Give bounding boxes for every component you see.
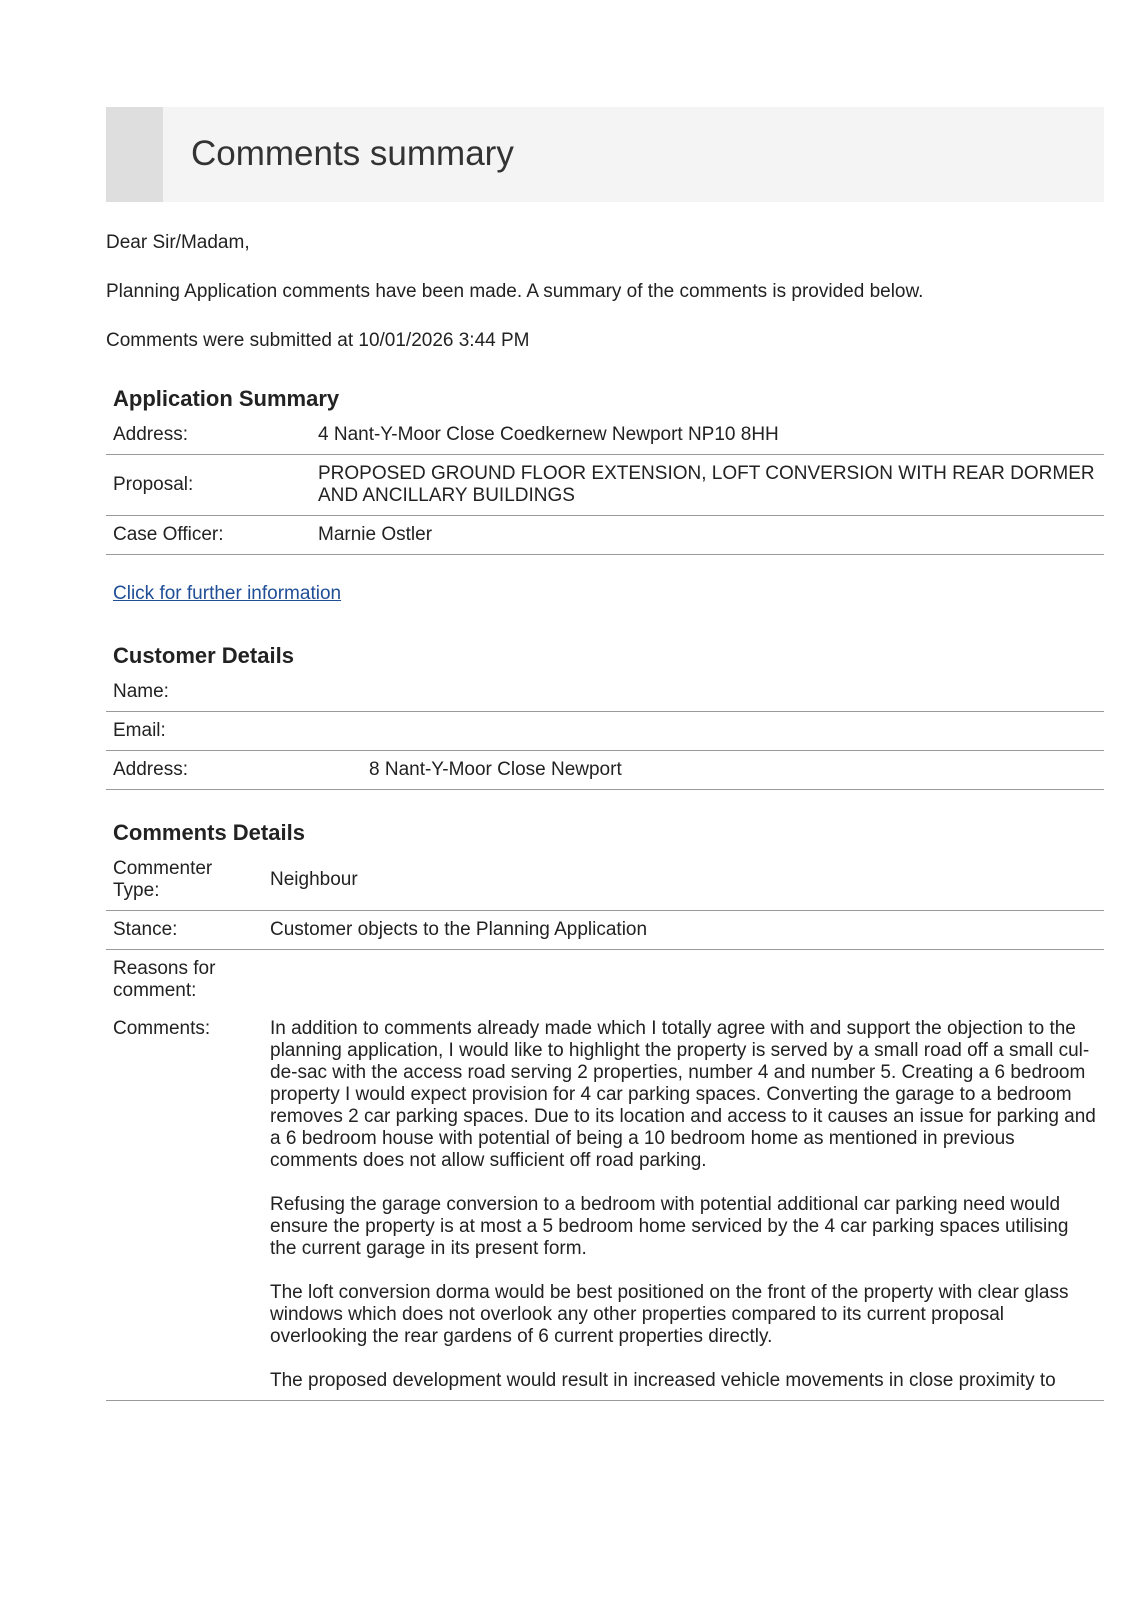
comments-details-heading: Comments Details (113, 820, 305, 845)
table-row (106, 416, 1104, 455)
document-page (106, 107, 1104, 1401)
title-banner (106, 107, 1104, 202)
greeting-text: Dear Sir/Madam, (106, 232, 250, 253)
table-row (106, 673, 1104, 712)
table-row (106, 455, 1104, 516)
commenter-type-value: Neighbour (263, 850, 1104, 911)
table-row (106, 751, 1104, 790)
further-info-row (106, 583, 1104, 605)
proposal-label: Proposal: (106, 455, 311, 516)
comments-label: Comments: (106, 1010, 263, 1401)
address-value: 4 Nant-Y-Moor Close Coedkernew Newport NP10 8HH (311, 416, 1104, 455)
table-row (106, 516, 1104, 555)
comments-details-table (106, 850, 1104, 1401)
stance-label: Stance: (106, 911, 263, 950)
customer-name-value (362, 673, 1104, 712)
comments-body (263, 1010, 1104, 1401)
customer-address-label: Address: (106, 751, 362, 790)
customer-name-label: Name: (106, 673, 362, 712)
reasons-label: Reasons for comment: (113, 958, 216, 1001)
case-officer-label: Case Officer: (106, 516, 311, 555)
case-officer-value: Marnie Ostler (311, 516, 1104, 555)
further-info-link[interactable]: Click for further information (113, 583, 342, 604)
table-row (106, 850, 1104, 911)
customer-address-value: 8 Nant-Y-Moor Close Newport (362, 751, 1104, 790)
customer-email-label: Email: (106, 712, 362, 751)
stance-value: Customer objects to the Planning Application (263, 911, 1104, 950)
comment-paragraph: In addition to comments already made which I totally agree with and support the objection to the planning application, I would like to highlight the property is served by a small road off a small cul-de-sac with the access road serving 2 properties, number 4 and number 5. Creating a 6 bedroom property I would expect provision for 4 car parking spaces. Converting the garage to a bedroom removes 2 car parking spaces. Due to its location and access to it causes an issue for parking and a 6 bedroom house with potential of being a 10 bedroom home as mentioned in previous comments does not allow sufficient off road parking. (270, 1018, 1096, 1171)
customer-details-table (106, 673, 1104, 790)
reasons-value (263, 950, 1104, 1011)
customer-email-value (362, 712, 1104, 751)
comment-paragraph: The proposed development would result in increased vehicle movements in close proximity to (270, 1370, 1056, 1391)
address-label: Address: (106, 416, 311, 455)
comment-paragraph: The loft conversion dorma would be best positioned on the front of the property with clear glass windows which does not overlook any other properties compared to its current proposal overlooking the rear gardens of 6 current properties directly. (270, 1282, 1069, 1347)
table-row (106, 911, 1104, 950)
table-row (106, 1010, 1104, 1401)
submitted-timestamp: Comments were submitted at 10/01/2026 3:44 PM (106, 330, 530, 351)
table-row (106, 950, 1104, 1011)
table-row (106, 712, 1104, 751)
proposal-value: PROPOSED GROUND FLOOR EXTENSION, LOFT CONVERSION WITH REAR DORMER AND ANCILLARY BUILDINGS (311, 455, 1104, 516)
page-title: Comments summary (191, 134, 514, 173)
comment-paragraph: Refusing the garage conversion to a bedroom with potential additional car parking need would ensure the property is at most a 5 bedroom home serviced by the 4 car parking spaces utilising the current garage in its present form. (270, 1194, 1069, 1259)
application-summary-heading: Application Summary (113, 386, 340, 411)
customer-details-heading: Customer Details (113, 643, 294, 668)
commenter-type-label: Commenter Type: (106, 850, 263, 911)
application-summary-table (106, 416, 1104, 555)
title-accent-bar (106, 107, 163, 202)
intro-message: Planning Application comments have been made. A summary of the comments is provided below. (106, 281, 924, 302)
